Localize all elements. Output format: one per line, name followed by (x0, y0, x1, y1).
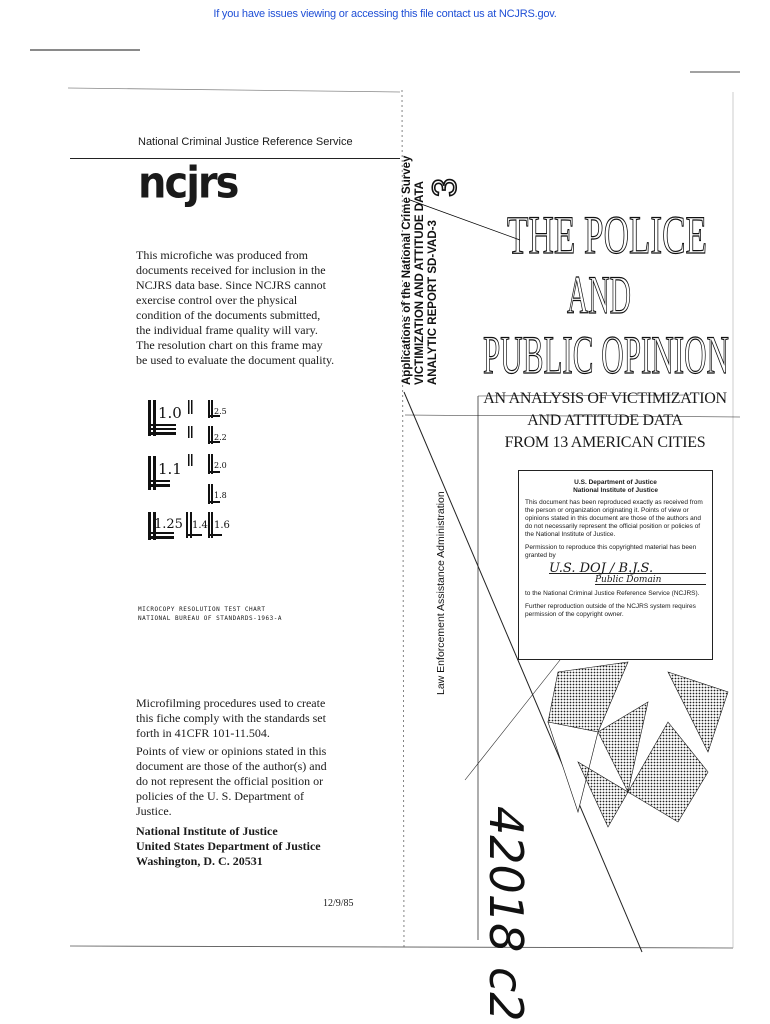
subtitle-line-2: AND ATTITUDE DATA (527, 412, 683, 429)
permission-form (518, 470, 713, 660)
chart-label-2-0: 2.0 (214, 461, 227, 470)
nij-line-2: United States Department of Justice (136, 839, 321, 853)
series-line-3: ANALYTIC REPORT SD-VAD-3 (427, 220, 439, 385)
spine-label: Law Enforcement Assistance Administration (435, 491, 447, 695)
banner-text[interactable]: If you have issues viewing or accessing this file contact us at NCJRS.gov. (213, 8, 557, 20)
spine-text-rotated (424, 455, 454, 705)
caption-line-1: MICROCOPY RESOLUTION TEST CHART (138, 606, 266, 613)
series-line-2: VICTIMIZATION AND ATTITUDE DATA (414, 181, 426, 385)
nij-line-1: National Institute of Justice (136, 824, 278, 838)
chart-label-1-0: 1.0 (158, 404, 182, 422)
form-heading (525, 479, 706, 495)
resolution-test-chart (148, 398, 238, 548)
form-heading-line-2: National Institute of Justice (573, 487, 658, 494)
ncjrs-logo: ncjrs (138, 158, 238, 209)
form-further: Further reproduction outside of the NCJRS system requires permission of the copyright owner. (525, 603, 696, 618)
subtitle-line-1: AN ANALYSIS OF VICTIMIZATION (483, 390, 727, 407)
series-title-rotated (395, 132, 464, 392)
nij-line-3: Washington, D. C. 20531 (136, 854, 263, 868)
handwritten-number (440, 786, 533, 1022)
title-line-1: THE POLICE (507, 205, 707, 265)
series-line-1: Applications of the National Crime Survey (401, 155, 413, 385)
form-body: This document has been reproduced exactly as received from the person or organization originating it. Points of view or opinions stated in this document are those of the authors and do not necessarily represent the official position or policies of the National Institute of Justice. (525, 499, 703, 538)
report-subtitle (478, 388, 732, 454)
microfiche-intro: This microfiche was produced from documents received for inclusion in the NCJRS data base. Since NCJRS cannot exercise control over the physical condition of the documents submitted, the individual frame quality will vary. The resolution chart on this frame may be used to evaluate the document quality. (136, 248, 335, 367)
caption-line-2: NATIONAL BUREAU OF STANDARDS-1963-A (138, 615, 282, 622)
form-permission: Permission to reproduce this copyrighted material has been granted by (525, 544, 697, 559)
cover-artwork (518, 662, 733, 832)
resolution-chart-caption (138, 605, 282, 623)
filming-date: 12/9/85 (323, 898, 354, 909)
chart-label-1-1: 1.1 (158, 460, 182, 478)
chart-label-2-2: 2.2 (214, 433, 227, 442)
subtitle-line-3: FROM 13 AMERICAN CITIES (504, 434, 706, 451)
ncjrs-header: National Criminal Justice Reference Service (138, 136, 353, 148)
form-grantor-sub: Public Domain (595, 576, 706, 585)
series-number: 3 (426, 178, 464, 197)
chart-label-1-4: 1.4 (192, 520, 208, 531)
title-line-3: PUBLIC OPINION (483, 325, 729, 385)
form-recipient: to the National Criminal Justice Reference Service (NCJRS). (525, 590, 700, 597)
handwritten-text: 42018 c2 (479, 806, 533, 1022)
chart-label-1-8: 1.8 (214, 491, 227, 500)
disclaimer-text: Points of view or opinions stated in this document are those of the author(s) and do not represent the official position or policies of the U. S. Department of Justice. (136, 744, 327, 818)
report-title (475, 195, 730, 385)
chart-label-1-25: 1.25 (154, 517, 183, 532)
form-grantor: U.S. DOJ / B.J.S. (549, 565, 706, 574)
microfilming-notice: Microfilming procedures used to create this fiche comply with the standards set forth in 41CFR 101-11.504. (136, 696, 326, 740)
chart-label-2-5: 2.5 (214, 407, 227, 416)
chart-label-1-6: 1.6 (214, 520, 230, 531)
form-heading-line-1: U.S. Department of Justice (574, 479, 657, 486)
title-line-2: AND (567, 265, 631, 325)
nij-address (136, 824, 336, 869)
